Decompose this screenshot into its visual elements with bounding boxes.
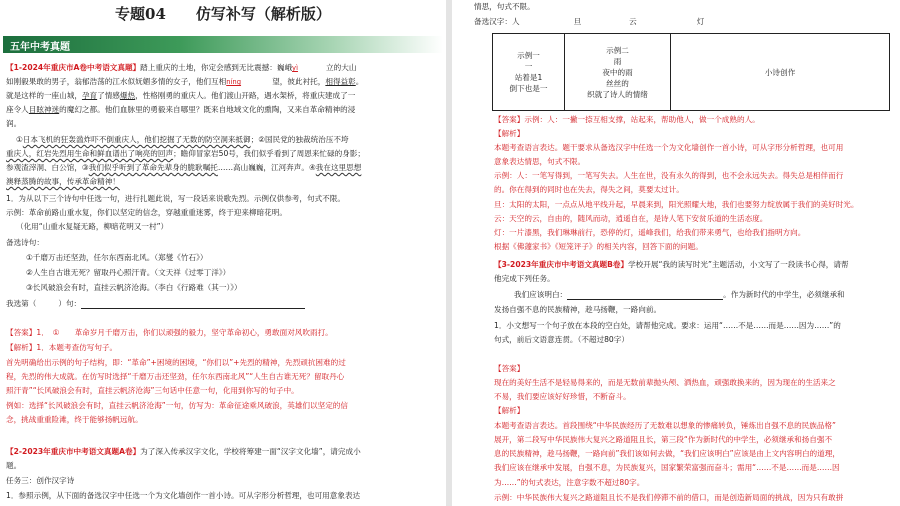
r-line-1: 情思，句式不限。: [474, 2, 535, 11]
analysis-2-1: 本题考查语言表达。题干要求从备选汉字中任选一个为文化墙创作一首小诗，可从字形分析哲理，也可用: [494, 143, 844, 152]
fill-in-blank[interactable]: [567, 291, 723, 300]
page-title: 专题04 仿写补写（解析版）: [115, 5, 331, 23]
answer-3-label: 【答案】: [494, 364, 525, 373]
analysis-2-5: 旦：太阳的太阳，一点点从地平线升起，早晨来到，阳光照耀大地，我们也要努力绽放属于我们的美好时光。: [494, 200, 859, 209]
section-banner: [3, 36, 443, 53]
q2-intro-2: 题。: [6, 461, 22, 470]
analysis-3-3: 息的民族精神，趁马扬鞭，一路向前”我们该如何去做，“我们应该明白”应该是由上文内容明白的道理，: [494, 449, 840, 458]
analysis-2-label: 【解析】: [494, 129, 525, 138]
q1-answer: 【答案】1． ① 革命岁月千磨万击，你们以顽强的毅力，坚守革命初心，勇敢面对风吹雨打。: [6, 328, 333, 337]
analysis-2-3: 示例：人：一笔写得到，一笔写失去。人生在世，没有永久的得到，也不会永远失去。得失总是相伴而行: [494, 171, 844, 180]
analysis-3-1: 本题考查语言表达。首段围绕“中华民族经历了无数难以想象的惨痛转负，锤炼出自强不息的民族品格”: [494, 421, 836, 430]
q1-line-5: 润。: [6, 119, 22, 128]
example-1-cell: 示例一 一 站着是1 倒下也是一: [493, 34, 565, 111]
q1-analysis-label: 【解析】1．本题考查仿写句子。: [6, 343, 118, 352]
q1-option-2: ②人生自古谁无死？留取丹心照汗青。（文天祥《过零丁洋》）: [26, 268, 231, 277]
q1-task-2: 示例：革命前路山重水复，你们以坚定的信念，穿越重重迷雾，终于迎来柳暗花明。: [6, 208, 287, 217]
analysis-2-4: 的。你在得到的同时也在失去，得失之间，莫要太过计。: [494, 185, 684, 194]
analysis-2-7: 灯：一片漆黑，我们琳琳前行，恐停的灯，遥峰我们，给我们带来勇气，也给我们指明方向。: [494, 228, 806, 237]
q1-answer-line: 我选第（ ）句：: [6, 298, 305, 309]
analysis-3-6: 示例：中华民族伟大复兴之路道阻且长不是我们停滞不前的借口，而是创造新局面的挑战，因为只有敢拼: [494, 493, 844, 502]
pinyin-blank-1: yì: [292, 64, 298, 72]
q1-line-6: ①日本飞机的狂轰滥炸吓不倒重庆人，他们挖掘了无数的防空洞来抵御；②国民党的独裁统治压不垮: [16, 135, 349, 144]
q2-sub: 1．参照示例，从下面的备选汉字中任选一个为文化墙创作一首小诗。可从字形分析哲理，也可用意象表达: [6, 491, 361, 500]
answer-3-2: 不易，我们要应该好好珍惜，不断奋斗。: [494, 392, 631, 401]
q3-source: 【3-2023年重庆市中考语文真题B卷】: [494, 260, 629, 269]
q3-intro: 【3-2023年重庆市中考语文真题B卷】学校开展“我的读写时光”主题活动，小文写了一段读书心得，请帮: [494, 260, 849, 269]
analysis-2-2: 意象表达情思，句式不限。: [494, 157, 586, 166]
q1-line-7: 重庆人，红岩先烈用生命和鲜血谱出了响亮的回声；瞻仰冒家岩50号，我们似乎看到了周恩来忙碌的身影；: [6, 149, 365, 158]
q1-source: 【1-2024年重庆市A卷中考语文真题】: [6, 63, 141, 72]
poem-creation-cell[interactable]: 小诗创作: [671, 34, 890, 111]
q3-fill-line-2: 发扬自强不息的民族精神，趁马扬鞭，一路向前。: [494, 305, 662, 314]
q1-line-1: 【1-2024年重庆市A卷中考语文真题】踏上重庆的土地，你定会感到无比震撼：巍峨yì 立的大山: [6, 63, 357, 72]
left-page: [0, 0, 446, 506]
q3-fill-line: 我们应该明白： 。作为新时代的中学生，必须继承和: [514, 290, 845, 299]
q1-options-label: 备选诗句：: [6, 238, 44, 247]
poem-table: [492, 33, 890, 111]
q1-analysis-2: 程，先烈的伟大成就。在仿写时选择“千磨万击还坚劲，任尔东西南北风”“人生自古谁无死？留取丹心: [6, 372, 345, 381]
q3-intro-2: 他完成下列任务。: [494, 274, 555, 283]
q1-task-3: （化用“山重水复疑无路，柳暗花明又一村”）: [16, 222, 169, 231]
q1-line-8: 参观渣滓洞、白公馆，③我们似乎听到了革命先辈身的脆耿嘱托……高山巍巍，江河奔声。④我在这里思想: [6, 163, 362, 172]
q1-option-1: ①千磨万击还坚劲，任尔东西南北风。（郑燮《竹石》）: [26, 253, 208, 262]
q2-source: 【2-2023年重庆市中考语文真题A卷】: [6, 447, 141, 456]
analysis-2-6: 云：天空的云，自由的，随风而动，逍遥自在，是诗人笔下安贫乐道的生活态度。: [494, 214, 768, 223]
q3-task: 1．小文想写一个句子放在本段的空白处，请帮他完成。要求：运用“……不是……而是……因为……”的: [494, 321, 841, 330]
q1-analysis-4: 例如：选择“长风破浪会有时，直挂云帆济沧海”一句，仿写为：革命征途乘风破浪，英雄们以坚定的信: [6, 401, 348, 410]
analysis-3-label: 【解析】: [494, 406, 525, 415]
analysis-2-8: 根据《佛蘧家书》《短笼评子》的相关内容，回答下面的问题。: [494, 242, 703, 251]
q1-line-4: 座令人目眩神迷的魔幻之都。他们血脉里的勇毅来自哪里？既来自地域文化的熏陶，又来自革命精神的浸: [6, 105, 356, 114]
analysis-3-5: 为……”的句式表达，注意字数不超过80字。: [494, 478, 645, 487]
q1-option-3: ③长风破浪会有时，直挂云帆济沧海。（李白《行路难（其一）》）: [26, 283, 242, 292]
pinyin-blank-2: níng: [226, 78, 242, 86]
candidate-chars: 备选汉字：人 旦 云 灯: [474, 17, 705, 26]
q1-line-3: 就是这样的一座山城，孕育了情感爆热，性格刚勇的重庆人。他们渡山开路，遇水架桥，将重庆建成了一: [6, 91, 356, 100]
example-2-cell: 示例二 雨 夜中的雨 丝丝的 织就了诗人的情绪: [565, 34, 671, 111]
q1-task-1: 1．为从以下三个诗句中任选一句，进行扎题此说，写一段话来说歌先烈。示例仅供参考，句式不限。: [6, 194, 345, 203]
right-page: [452, 0, 900, 506]
answer-3-1: 现在的美好生活不是轻易得来的，而是无数前辈抛头颅、洒热血，顽强敢换来的，因为现在的生活来之: [494, 378, 836, 387]
q1-line-2: 如刚毅果敢的男子，翁郁浩荡的江水似妩媚多情的女子，他们互相níng 望，彼此衬托，相得益彰。: [6, 77, 364, 86]
analysis-3-2: 展开，第二段写中华民族伟大复兴之路道阻且长，第三段“作为新时代的中学生，必须继承和扬自强不: [494, 435, 833, 444]
q1-analysis-1: 首先明确给出示例的句子结构，即：“革命”+困境的困境，“你们以”+先烈的精神，先烈顽抗困难的过: [6, 358, 346, 367]
answer-2: 【答案】示例：人：一撇一捺互相支撑，站起来，帮助他人，做一个成熟的人。: [494, 115, 760, 124]
q2-intro: 【2-2023年重庆市中考语文真题A卷】为了深入传承汉字文化，学校将筹建一面“汉字文化墙”，请完成小: [6, 447, 361, 456]
q1-analysis-3: 照汗青”“长风破浪会有时，直挂云帆济沧海”三句话中任意一句，化用到你写的句子中。: [6, 386, 299, 395]
q3-task-2: 句式，前后文语意连贯。（不超过80字）: [494, 335, 629, 344]
q1-line-9: 澳释蒸腾的故事，传承革命精神！: [6, 177, 120, 186]
banner-label: 五年中考真题: [10, 42, 70, 53]
answer-blank[interactable]: [81, 300, 305, 309]
q2-task: 任务三：创作汉字诗: [6, 476, 75, 485]
q1-analysis-5: 念，挑战重重险滩，终于能够扬帆远航。: [6, 415, 143, 424]
analysis-3-4: 我们应该在继承中发展，自强不息，为民族复兴，国家繁荣富强而奋斗；需用“……不是……而是……因: [494, 463, 840, 472]
